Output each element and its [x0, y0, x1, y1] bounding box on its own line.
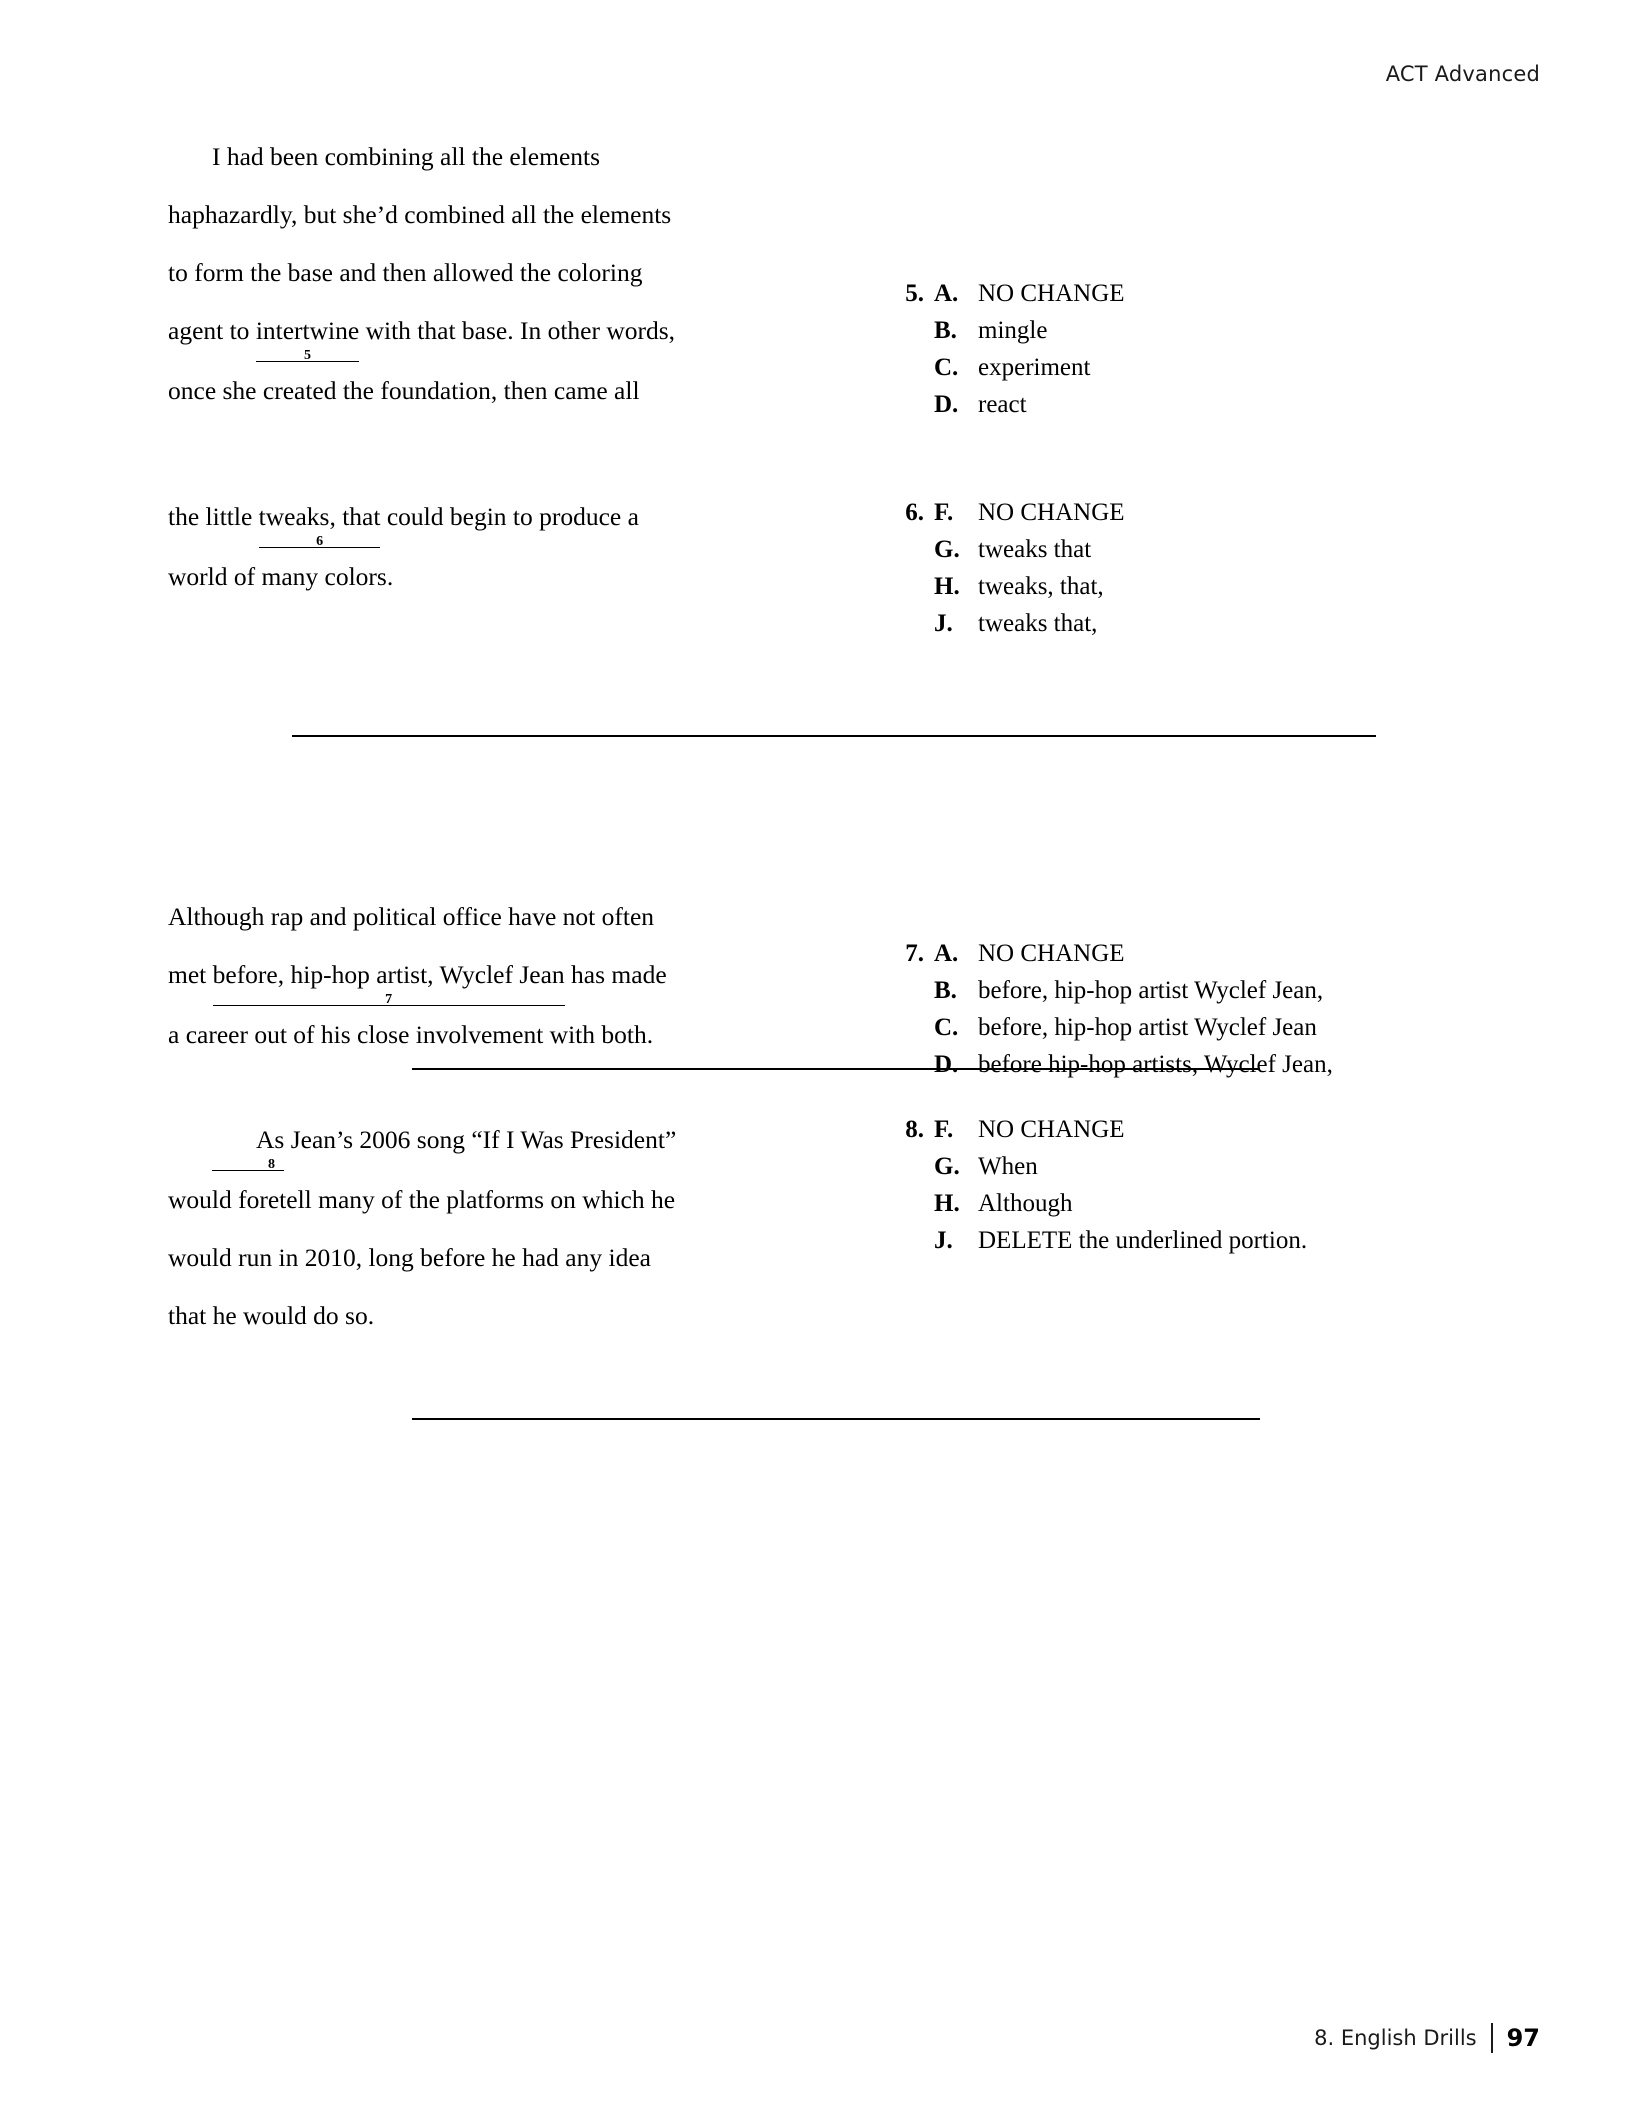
- underline-number-8: 8: [268, 1157, 275, 1172]
- passage-line-text: agent to: [168, 316, 256, 345]
- choice-letter: H.: [934, 573, 960, 600]
- passage-line-text: Although rap and political office have not often: [168, 902, 655, 931]
- choice-text: NO CHANGE: [978, 499, 1125, 526]
- choice-letter: A.: [934, 280, 959, 307]
- choice-letter: J.: [934, 610, 953, 637]
- passage-line: [168, 888, 808, 946]
- choice-row[interactable]: [878, 349, 1478, 386]
- passage-line-text: could begin to produce a: [380, 502, 639, 531]
- choice-row[interactable]: [878, 1009, 1578, 1046]
- passage-line-text: I had been combining all the elements: [212, 142, 601, 171]
- passage-line-text: would foretell many of the platforms on which he: [168, 1185, 676, 1214]
- underlined-portion-5: [256, 302, 359, 362]
- choice-text: tweaks, that,: [978, 573, 1104, 600]
- choice-text: NO CHANGE: [978, 280, 1125, 307]
- passage-line: [168, 302, 808, 362]
- choice-text: tweaks that,: [978, 610, 1098, 637]
- choice-row[interactable]: [878, 568, 1478, 605]
- choice-row[interactable]: [878, 1111, 1578, 1148]
- question-6: [878, 494, 1478, 642]
- document-content: [168, 128, 1488, 1393]
- choice-text: mingle: [978, 317, 1048, 344]
- passage-line-text: haphazardly, but she’d combined all the elements: [168, 200, 672, 229]
- choice-row[interactable]: [878, 531, 1478, 568]
- choice-letter: C.: [934, 354, 959, 381]
- question-number-8: 8.: [905, 1116, 924, 1143]
- footer-divider: [1491, 2023, 1493, 2053]
- choice-text: experiment: [978, 354, 1091, 381]
- passage-line: [168, 488, 808, 548]
- question-number-6: 6.: [905, 499, 924, 526]
- choice-letter: D.: [934, 1051, 959, 1078]
- underlined-portion-7: [213, 946, 565, 1006]
- passage-line-text: Jean’s 2006 song “If I Was President”: [284, 1125, 677, 1154]
- choice-text: before, hip-hop artist Wyclef Jean: [978, 1014, 1317, 1041]
- question-5: [878, 275, 1478, 423]
- passage-line-text: the little: [168, 502, 259, 531]
- choice-letter: A.: [934, 940, 959, 967]
- passage-line: [168, 186, 808, 244]
- choice-row[interactable]: [878, 935, 1578, 972]
- choice-text: react: [978, 391, 1027, 418]
- choice-text: DELETE the underlined portion.: [978, 1227, 1308, 1254]
- passage-text-4: [168, 1111, 808, 1345]
- header-title: ACT Advanced: [1385, 62, 1540, 86]
- choice-row[interactable]: [878, 1046, 1578, 1083]
- question-block-8: [168, 1093, 1488, 1393]
- passage-line: [168, 946, 808, 1006]
- passage-line: [168, 1229, 808, 1287]
- choice-letter: C.: [934, 1014, 959, 1041]
- question-7: [878, 935, 1578, 1083]
- question-block-7: [168, 788, 1488, 1093]
- choice-row[interactable]: [878, 386, 1478, 423]
- passage-line: [168, 244, 808, 302]
- page-header: [1386, 62, 1540, 86]
- underlined-text: As: [256, 1125, 285, 1154]
- underline-number-6: 6: [316, 534, 324, 549]
- choice-row[interactable]: [878, 1148, 1578, 1185]
- choice-letter: H.: [934, 1190, 960, 1217]
- choice-text: before, hip-hop artist Wyclef Jean,: [978, 977, 1324, 1004]
- passage-text-2: [168, 488, 808, 606]
- choice-row[interactable]: [878, 972, 1578, 1009]
- underlined-text: before, hip-hop artist, Wyclef Jean: [212, 960, 565, 989]
- choice-row[interactable]: [878, 275, 1478, 312]
- passage-line-text: once she created the foundation, then came all: [168, 376, 640, 405]
- question-block-6: [168, 488, 1488, 788]
- passage-line-text: met: [168, 960, 213, 989]
- choice-letter: G.: [934, 536, 960, 563]
- choice-text: Although: [978, 1190, 1073, 1217]
- passage-line: [168, 128, 808, 186]
- choice-text: NO CHANGE: [978, 1116, 1125, 1143]
- choice-letter: F.: [934, 1116, 954, 1143]
- underlined-text: intertwine: [255, 316, 360, 345]
- choice-letter: G.: [934, 1153, 960, 1180]
- passage-line-text: that he would do so.: [168, 1301, 375, 1330]
- choice-row[interactable]: [878, 1185, 1578, 1222]
- choice-text: before hip-hop artists, Wyclef Jean,: [978, 1051, 1333, 1078]
- passage-line: [168, 362, 808, 420]
- passage-line-text: has made: [564, 960, 667, 989]
- section-divider: [412, 1068, 1260, 1070]
- question-block-5: [168, 128, 1488, 488]
- choice-text: When: [978, 1153, 1038, 1180]
- passage-line: [168, 1111, 808, 1171]
- passage-line-text: to form the base and then allowed the coloring: [168, 258, 643, 287]
- footer-section-label: 8. English Drills: [1314, 2026, 1477, 2050]
- choice-letter: B.: [934, 317, 957, 344]
- choice-row[interactable]: [878, 494, 1478, 531]
- underlined-portion-6: [259, 488, 381, 548]
- question-8: [878, 1111, 1578, 1259]
- page-footer: [1314, 2023, 1540, 2053]
- section-divider: [292, 735, 1376, 737]
- passage-line-text: with that base. In other words,: [359, 316, 676, 345]
- choice-letter: F.: [934, 499, 954, 526]
- underline-number-5: 5: [304, 348, 311, 363]
- choice-text: NO CHANGE: [978, 940, 1125, 967]
- passage-text-1: [168, 128, 808, 420]
- question-number-7: 7.: [905, 940, 924, 967]
- choice-letter: B.: [934, 977, 957, 1004]
- question-number-5: 5.: [905, 280, 924, 307]
- passage-line: [168, 1287, 808, 1345]
- choice-row[interactable]: [878, 605, 1478, 642]
- page-number: 97: [1506, 2024, 1540, 2052]
- passage-line-text: would run in 2010, long before he had any idea: [168, 1243, 651, 1272]
- passage-line: [168, 1006, 808, 1064]
- passage-line: [168, 548, 808, 606]
- passage-line-text: world of many colors.: [168, 562, 394, 591]
- underline-number-7: 7: [385, 992, 393, 1007]
- passage-line-text: a career out of his close involvement with both.: [168, 1020, 654, 1049]
- section-divider: [412, 1418, 1260, 1420]
- choice-row[interactable]: [878, 1222, 1578, 1259]
- underlined-text: tweaks, that: [258, 502, 381, 531]
- passage-text-3: [168, 888, 808, 1064]
- choice-text: tweaks that: [978, 536, 1092, 563]
- choice-letter: D.: [934, 391, 959, 418]
- choice-row[interactable]: [878, 312, 1478, 349]
- choice-letter: J.: [934, 1227, 953, 1254]
- underlined-portion-8: [212, 1111, 284, 1171]
